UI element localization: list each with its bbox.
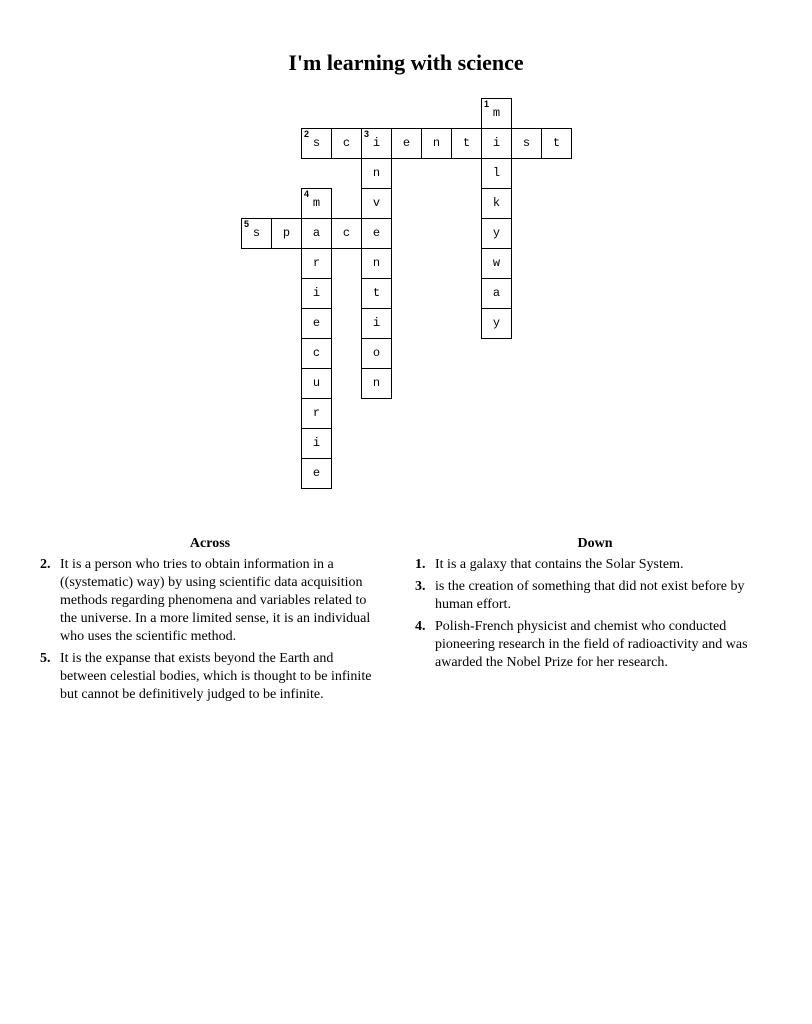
cell-letter: r xyxy=(312,406,321,420)
clue-number: 5. xyxy=(40,651,51,666)
grid-cell[interactable] xyxy=(481,98,512,129)
grid-cell[interactable] xyxy=(361,218,392,249)
grid-cell[interactable] xyxy=(301,278,332,309)
clue-text: It is a person who tries to obtain information in a ((systematic) way) by using scientific data acquisition methods regarding phenomena and variables related to the universe. In a more limited sense, it is an individual who uses the scientific method. xyxy=(60,557,371,644)
cell-letter: c xyxy=(312,346,321,360)
cell-letter: v xyxy=(372,196,381,210)
cell-letter: n xyxy=(372,376,381,390)
cell-letter: n xyxy=(372,166,381,180)
clue-across-2 xyxy=(40,556,380,646)
cell-letter: t xyxy=(372,286,381,300)
cell-letter: u xyxy=(312,376,321,390)
crossword-grid xyxy=(0,0,812,500)
grid-cell[interactable] xyxy=(241,218,272,249)
clue-number: 3. xyxy=(415,579,426,594)
cell-letter: i xyxy=(312,436,321,450)
clue-number-label: 5 xyxy=(244,219,250,229)
cell-letter: k xyxy=(492,196,501,210)
cell-letter: m xyxy=(492,106,501,120)
clue-down-3 xyxy=(415,578,775,614)
cell-letter: c xyxy=(342,136,351,150)
cell-letter: t xyxy=(552,136,561,150)
grid-cell[interactable] xyxy=(361,158,392,189)
grid-cell[interactable] xyxy=(361,338,392,369)
grid-cell[interactable] xyxy=(481,128,512,159)
cell-letter: s xyxy=(252,226,261,240)
grid-cell[interactable] xyxy=(361,128,392,159)
down-clues xyxy=(415,535,775,676)
cell-letter: s xyxy=(312,136,321,150)
grid-cell[interactable] xyxy=(301,188,332,219)
grid-cell[interactable] xyxy=(481,308,512,339)
grid-cell[interactable] xyxy=(301,368,332,399)
clue-number-label: 3 xyxy=(364,129,370,139)
grid-cell[interactable] xyxy=(301,308,332,339)
clue-number-label: 1 xyxy=(484,99,490,109)
grid-cell[interactable] xyxy=(361,308,392,339)
clue-across-5 xyxy=(40,650,380,704)
grid-cell[interactable] xyxy=(481,278,512,309)
cell-letter: c xyxy=(342,226,351,240)
cell-letter: e xyxy=(372,226,381,240)
grid-cell[interactable] xyxy=(301,128,332,159)
grid-cell[interactable] xyxy=(331,218,362,249)
cell-letter: i xyxy=(372,316,381,330)
grid-cell[interactable] xyxy=(301,398,332,429)
grid-cell[interactable] xyxy=(391,128,422,159)
grid-cell[interactable] xyxy=(361,188,392,219)
grid-cell[interactable] xyxy=(421,128,452,159)
cell-letter: t xyxy=(462,136,471,150)
cell-letter: p xyxy=(282,226,291,240)
grid-cell[interactable] xyxy=(301,218,332,249)
grid-cell[interactable] xyxy=(481,248,512,279)
clue-number-label: 2 xyxy=(304,129,310,139)
clue-down-1 xyxy=(415,556,775,574)
clue-number: 2. xyxy=(40,557,51,572)
cell-letter: o xyxy=(372,346,381,360)
clue-down-4 xyxy=(415,618,775,672)
cell-letter: y xyxy=(492,226,501,240)
cell-letter: s xyxy=(522,136,531,150)
grid-cell[interactable] xyxy=(301,428,332,459)
cell-letter: w xyxy=(492,256,501,270)
cell-letter: n xyxy=(372,256,381,270)
clue-text: Polish-French physicist and chemist who conducted pioneering research in the field of radioactivity and was awarded the Nobel Prize for her research. xyxy=(435,619,748,670)
cell-letter: i xyxy=(312,286,321,300)
grid-cell[interactable] xyxy=(301,248,332,279)
grid-cell[interactable] xyxy=(361,368,392,399)
grid-cell[interactable] xyxy=(511,128,542,159)
grid-cell[interactable] xyxy=(361,248,392,279)
cell-letter: y xyxy=(492,316,501,330)
grid-cell[interactable] xyxy=(301,458,332,489)
cell-letter: i xyxy=(492,136,501,150)
across-clues xyxy=(40,535,380,708)
grid-cell[interactable] xyxy=(481,158,512,189)
cell-letter: e xyxy=(312,466,321,480)
grid-cell[interactable] xyxy=(481,188,512,219)
grid-cell[interactable] xyxy=(301,338,332,369)
cell-letter: e xyxy=(402,136,411,150)
grid-cell[interactable] xyxy=(481,218,512,249)
cell-letter: l xyxy=(492,166,501,180)
cell-letter: a xyxy=(492,286,501,300)
grid-cell[interactable] xyxy=(541,128,572,159)
clue-text: It is the expanse that exists beyond the Earth and between celestial bodies, which is thought to be infinite but cannot be definitively judged to be infinite. xyxy=(60,651,372,702)
cell-letter: e xyxy=(312,316,321,330)
clue-text: is the creation of something that did not exist before by human effort. xyxy=(435,579,745,612)
cell-letter: m xyxy=(312,196,321,210)
grid-cell[interactable] xyxy=(331,128,362,159)
clue-text: It is a galaxy that contains the Solar System. xyxy=(435,557,684,572)
cell-letter: a xyxy=(312,226,321,240)
clue-number-label: 4 xyxy=(304,189,310,199)
puzzle-title: I'm learning with science xyxy=(288,50,524,75)
cell-letter: n xyxy=(432,136,441,150)
down-heading: Down xyxy=(577,536,613,551)
cell-letter: r xyxy=(312,256,321,270)
grid-cell[interactable] xyxy=(361,278,392,309)
grid-cell[interactable] xyxy=(271,218,302,249)
clue-number: 4. xyxy=(415,619,426,634)
grid-cell[interactable] xyxy=(451,128,482,159)
cell-letter: i xyxy=(372,136,381,150)
clue-number: 1. xyxy=(415,557,426,572)
across-heading: Across xyxy=(189,536,231,551)
